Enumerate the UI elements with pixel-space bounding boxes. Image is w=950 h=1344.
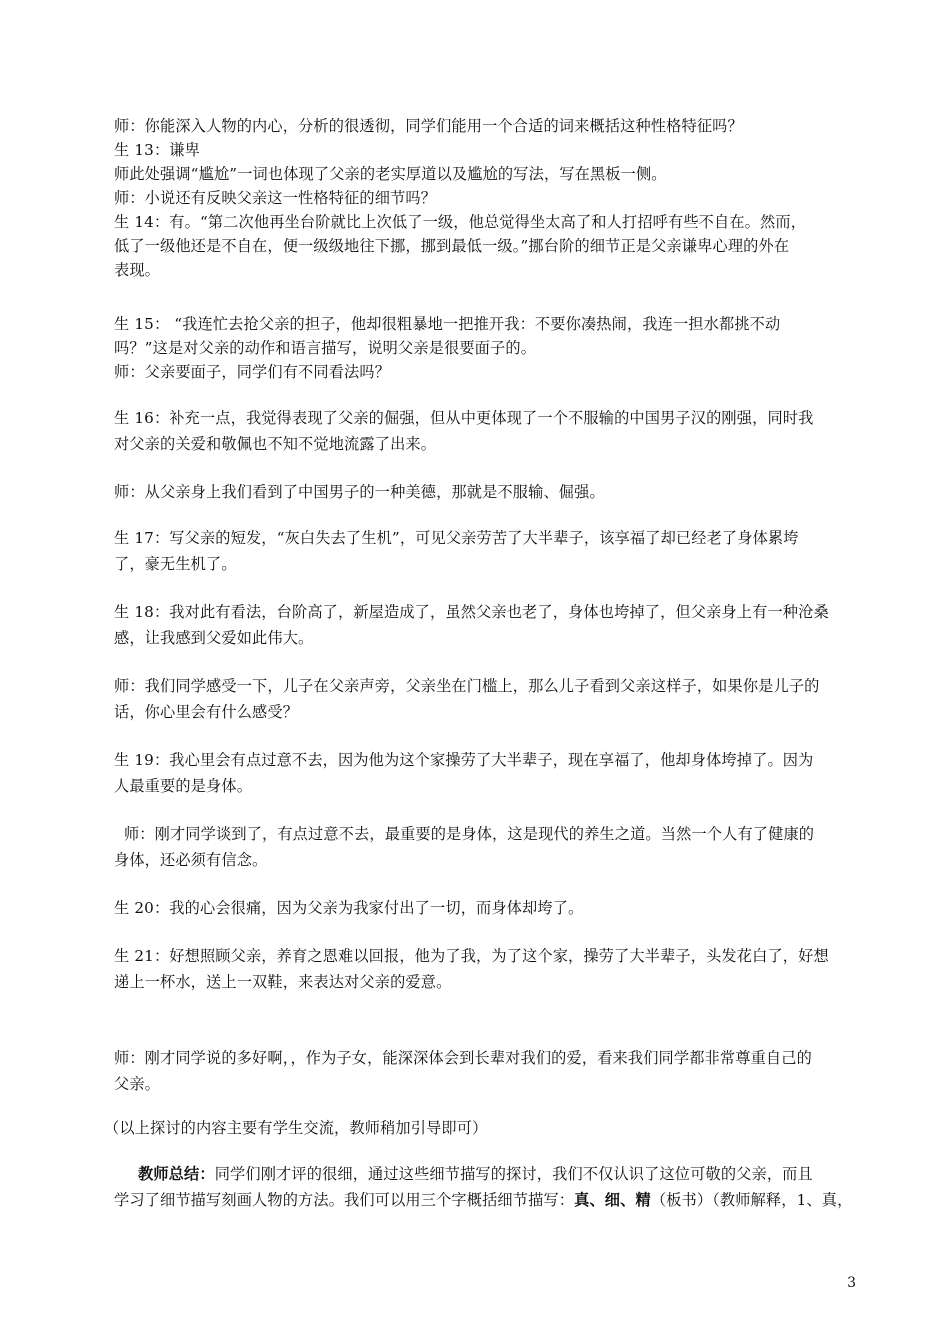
text-line: 父亲。 [114, 1075, 161, 1093]
summary-label: 教师总结： [138, 1165, 215, 1183]
text-line: 吗？”这是对父亲的动作和语言描写，说明父亲是很要面子的。 [114, 339, 537, 357]
text-line: 生 18：我对此有看法，台阶高了，新屋造成了，虽然父亲也老了，身体也垮掉了，但父亲身上有一种沧桑 [114, 603, 829, 621]
text-line: 师：从父亲身上我们看到了中国男子的一种美德，那就是不服输、倔强。 [114, 483, 605, 501]
summary-keywords: 真、细、精 [574, 1191, 651, 1209]
text-line: 师：刚才同学说的多好啊，，作为子女，能深深体会到长辈对我们的爱，看来我们同学都非常尊重自己的 [114, 1049, 812, 1067]
text-line: 了，豪无生机了。 [114, 555, 237, 573]
text-line: 生 20：我的心会很痛，因为父亲为我家付出了一切，而身体却垮了。 [114, 899, 584, 917]
text-line: 生 13：谦卑 [114, 141, 200, 159]
text-line: 生 21：好想照顾父亲，养育之恩难以回报，他为了我，为了这个家，操劳了大半辈子，头发花白了，好想 [114, 947, 829, 965]
text-line: 师：你能深入人物的内心，分析的很透彻，同学们能用一个合适的词来概括这种性格特征吗？ [114, 117, 743, 135]
text-line: 话，你心里会有什么感受？ [114, 703, 299, 721]
summary-line-2 [114, 1189, 854, 1211]
page-number: 3 [847, 1275, 856, 1291]
text-line: 师：父亲要面子，同学们有不同看法吗？ [114, 363, 391, 381]
text-line: 师：小说还有反映父亲这一性格特征的细节吗？ [114, 189, 437, 207]
text-line: 生 14：有。“第二次他再坐台阶就比上次低了一级，他总觉得坐太高了和人打招呼有些不自在。然而， [114, 213, 807, 231]
text-line: 生 17：写父亲的短发，“灰白失去了生机”，可见父亲劳苦了大半辈子，该享福了却已经老了身体累垮 [114, 529, 799, 547]
text-line: 生 15： “我连忙去抢父亲的担子，他却很粗暴地一把推开我：不要你凑热闹，我连一担水都挑不动 [114, 315, 781, 333]
summary-line-1 [138, 1163, 854, 1185]
summary-text-2-prefix: 学习了细节描写刻画人物的方法。我们可以用三个字概括细节描写： [114, 1191, 575, 1209]
text-line: 递上一杯水，送上一双鞋，来表达对父亲的爱意。 [114, 973, 452, 991]
summary-text-2-suffix: （板书）（教师解释，1、真， [650, 1191, 853, 1209]
text-line: 身体，还必须有信念。 [114, 851, 268, 869]
text-line: 人最重要的是身体。 [114, 777, 253, 795]
text-line: 生 16：补充一点，我觉得表现了父亲的倔强，但从中更体现了一个不服输的中国男子汉的刚强，同时我 [114, 409, 814, 427]
text-line: （以上探讨的内容主要有学生交流，教师稍加引导即可） [104, 1119, 488, 1137]
text-line: 生 19：我心里会有点过意不去，因为他为这个家操劳了大半辈子，现在享福了，他却身体垮掉了。因为 [114, 751, 814, 769]
text-line: 师：刚才同学谈到了，有点过意不去，最重要的是身体，这是现代的养生之道。当然一个人有了健康的 [114, 825, 815, 843]
text-line: 对父亲的关爱和敬佩也不知不觉地流露了出来。 [114, 435, 437, 453]
text-line: 低了一级他还是不自在，便一级级地往下挪，挪到最低一级。”挪台阶的细节正是父亲谦卑心理的外在 [114, 237, 790, 255]
summary-text-1: 同学们刚才评的很细，通过这些细节描写的探讨，我们不仅认识了这位可敬的父亲，而且 [214, 1165, 813, 1183]
text-line: 师此处强调“尴尬”一词也体现了父亲的老实厚道以及尴尬的写法，写在黑板一侧。 [114, 165, 667, 183]
text-line: 感，让我感到父爱如此伟大。 [114, 629, 314, 647]
text-line: 师：我们同学感受一下，儿子在父亲声旁，父亲坐在门槛上，那么儿子看到父亲这样子，如果你是儿子的 [114, 677, 820, 695]
text-line: 表现。 [114, 261, 161, 279]
